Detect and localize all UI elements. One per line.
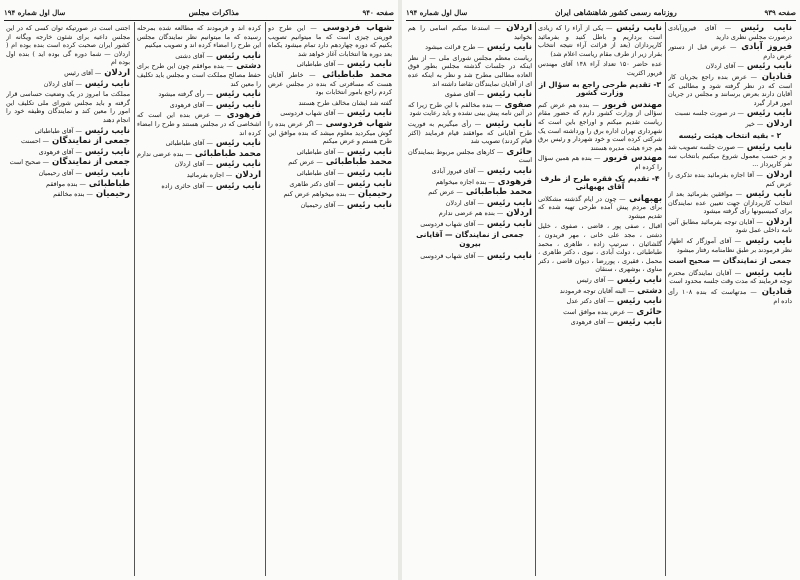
speech-paragraph [137, 171, 261, 180]
speech-text: — خیر [745, 119, 764, 128]
speech-paragraph [6, 127, 130, 136]
speech-paragraph [668, 288, 792, 305]
speech-text: — عرض بنده این است که اشخاصی که در مجلس هستند و طرح را امضاء کرده اند [137, 111, 261, 137]
speech-paragraph [6, 148, 130, 157]
speech-text: — اجازه بفرمائید [186, 170, 233, 179]
page-number: صفحه ۹۳۹ [764, 7, 796, 17]
speech-text: — آقای فرهودی [169, 100, 213, 109]
speech-paragraph [538, 60, 662, 77]
speech-text: — عرض کنم [288, 158, 323, 167]
speaker-name: شهاب فردوسی [322, 118, 392, 129]
speech-text: — آقای اردلان [705, 62, 744, 71]
speech-text: ریاست معظم مجلس شورای ملی — از نظر اینکه در جلسات گذشته مجلس بطور فوق العاده مطالبی مطرح شد و نظر به اینکه عده ای از آقایان نمایندگان تقاضا داشته اند [408, 53, 532, 88]
speaker-name: مهندس فریور [600, 153, 662, 164]
speaker-name: فرهودی [221, 110, 261, 121]
speech-paragraph [408, 178, 532, 187]
speech-text: — آقایان توجه بفرمائید مطابق آئین نامه داخلی عمل شود [668, 217, 792, 235]
speech-paragraph [6, 158, 130, 167]
speaker-name: نایب رئیس [742, 189, 792, 200]
speaker-name: نایب رئیس [81, 146, 130, 157]
speech-paragraph [668, 190, 792, 216]
speaker-name: اردلان [101, 67, 130, 78]
speech-text: عده حاضر ۱۵۰ تعداد آراء ۱۴۸ آقای مهندس فریور اکثریت [538, 60, 662, 77]
speaker-name: قنادیان [756, 287, 792, 298]
speech-text: — بنده موافقم چون این طرح برای حفظ مصالح مملکت است و مجلس باید تکلیف را معین کند [137, 62, 261, 88]
header-rule [4, 20, 394, 21]
speech-paragraph [538, 276, 662, 285]
left-page [0, 0, 398, 580]
speech-text: — بنده مخالفم [53, 190, 93, 199]
speech-text: — آقای رئیس [64, 68, 102, 77]
speech-text: — در صورت جلسه نسبت [674, 109, 744, 118]
speech-text: — آقای اردلان [445, 198, 484, 207]
speaker-name: بهبهانی [625, 193, 662, 204]
speech-paragraph [268, 148, 392, 157]
speech-text: — خاطر آقایان هست که مسافرتی که بنده در مجلس عرض کردم راجع بامور انتخابات بود [268, 70, 392, 97]
page-header [4, 6, 394, 18]
page-header [406, 6, 796, 18]
speaker-name: نایب رئیس [81, 78, 130, 89]
speech-text: — آقای حائری زاده [161, 181, 213, 190]
speech-text: — مدتهاست که بنده ۱۰۸ رأی داده ام [668, 288, 792, 305]
speech-paragraph [268, 120, 392, 146]
speech-text: — کارهای مجلس مربوط بنمایندگان است [408, 147, 532, 165]
speech-paragraph [6, 180, 130, 189]
speaker-name: نایب رئیس [343, 146, 392, 157]
speech-paragraph [137, 160, 261, 169]
speaker-name: دشتی [232, 61, 261, 72]
speech-paragraph [668, 120, 792, 129]
speech-paragraph [538, 287, 662, 296]
speaker-name: مهندس فریور [598, 99, 662, 110]
speaker-name: نایب رئیس [212, 89, 261, 100]
speaker-name: نایب رئیس [212, 159, 261, 170]
speech-text: — آقای فرهودی [38, 147, 82, 156]
speaker-name: محمد طباطبائی [322, 157, 392, 168]
speech-paragraph [6, 137, 130, 146]
speech-paragraph [408, 167, 532, 176]
speaker-name: نایب رئیس [483, 165, 532, 176]
speaker-name: رحیمیان [354, 189, 392, 200]
speech-paragraph [268, 60, 392, 69]
speech-text: — عرض قبل از دستور عرض دارم [668, 43, 792, 60]
section-heading: ۴- تقدیم یک فقره طرح از طرف آقای بهبهانی [540, 173, 660, 192]
speech-paragraph [268, 201, 392, 210]
column [538, 24, 662, 574]
speaker-name: نایب رئیس [483, 42, 532, 53]
speaker-name: فیروز آبادی [736, 42, 792, 53]
speaker-name: نایب رئیس [212, 50, 261, 61]
speaker-name: نایب رئیس [743, 142, 792, 153]
speech-paragraph [668, 269, 792, 286]
page-gutter [398, 0, 402, 580]
speech-text: — صحیح است [9, 158, 50, 167]
speech-paragraph [268, 71, 392, 97]
speaker-name: اردلان [503, 208, 532, 219]
speech-paragraph [268, 24, 392, 58]
column [137, 24, 261, 574]
speech-paragraph [668, 171, 792, 188]
newspaper-title: روزنامه رسمی کشور شاهنشاهی ایران [554, 7, 677, 17]
speech-text: — آقای دکتر طاهری [289, 179, 344, 188]
speech-text: — اگر عرض بنده را گوش میکردید معلوم میشد که بنده موافق این طرح هستم و عرض میکنم [268, 119, 392, 146]
speaker-name: محمد طباطبائی [191, 148, 261, 159]
speech-text: — آقا اجازه بفرمائید بنده تذکری را عرض کنم [668, 170, 792, 188]
header-rule [406, 20, 796, 21]
speech-text: گفته شد ایشان مخالف طرح هستند [298, 98, 392, 107]
column-divider [665, 22, 666, 576]
issue-number: سال اول شماره ۱۹۴ [406, 7, 468, 17]
column-divider [265, 22, 266, 576]
speech-text: — آقای شهاب فردوسی [280, 109, 344, 118]
speaker-name: نایب رئیس [343, 167, 392, 178]
speaker-name: نایب رئیس [613, 317, 662, 328]
speech-text: — بنده هم عرضی ندارم [438, 209, 504, 218]
speech-paragraph [538, 308, 662, 317]
speaker-name: قنادیان [757, 71, 792, 82]
speech-paragraph [137, 101, 261, 110]
speech-text: — موافقین بفرمائید بعد از انتخاب کارپردازان جهت تعیین عده نمایندگان برای کمیسیونها رأی گرفته میشود [668, 190, 792, 216]
section-heading: جمعی از نمایندگان — آقایانی بیرون [416, 230, 524, 249]
speech-paragraph [268, 109, 392, 118]
speaker-name: نایب رئیس [81, 125, 130, 136]
speech-text: — آقای آموزگار که اظهار نظر فرمودند بر طبق نظامنامه رفتار میشود [668, 237, 792, 254]
speech-paragraph [408, 54, 532, 88]
speech-paragraph [408, 24, 532, 41]
column-divider [134, 22, 135, 576]
speech-text: — صورت جلسه تصویب شد و بر حسب معمول شروع میکنیم بانتخاب سه نفر کارپرداز ... [668, 143, 792, 169]
speech-paragraph [538, 222, 662, 274]
speech-text: — رأی گرفته میشود [158, 90, 213, 99]
speaker-name: نایب رئیس [741, 267, 792, 278]
speech-paragraph [408, 188, 532, 197]
speaker-name: نایب رئیس [481, 118, 532, 129]
speech-paragraph [268, 99, 392, 108]
speech-paragraph [137, 111, 261, 137]
speech-text: — بنده عرضی ندارم [137, 149, 192, 158]
speaker-name: نایب رئیس [613, 296, 662, 307]
speech-text: — آقای طباطبائی [296, 60, 344, 69]
speech-paragraph [668, 24, 792, 41]
speech-text: — آقای شهاب فردوسی [420, 219, 484, 228]
speaker-name: نایب رئیس [483, 250, 532, 261]
speech-text: — آقای دشتی [175, 51, 213, 60]
issue-number: سال اول شماره ۱۹۴ [4, 7, 66, 17]
speaker-name: نایب رئیس [343, 199, 392, 210]
speech-paragraph [408, 209, 532, 218]
speech-paragraph [6, 80, 130, 89]
speaker-name: اردلان [763, 118, 792, 129]
speech-paragraph [538, 195, 662, 221]
speech-paragraph [668, 143, 792, 169]
speaker-name: نایب رئیس [212, 180, 261, 191]
speech-paragraph [268, 169, 392, 178]
speech-text: — بنده هم همین سؤال را کرده ام [538, 154, 662, 171]
speech-text: مملکت ما امروز در یک وضعیت حساسی قرار گرفته و باید مجلس شورای ملی تکلیف این امور را معین کند و نمایندگان وظیفه خود را انجام دهند [6, 90, 130, 124]
speech-text: — آقای فیروز آبادی [431, 166, 484, 175]
speech-text: — آقای اردلان [43, 79, 82, 88]
speech-text: — بنده هم عرض کنم سؤالی از وزارت کشور دارم که حضور مقام ریاست تقدیم میکنم و اوراجع باین است که شهرداری تهران اداره برق را ورداشته است یک شرکتی کرده است و خود شهردار و رئیس برق هم جزء هیئت مدیره هستند [538, 100, 662, 152]
speech-text: — چون در ایام گذشته مشکلاتی برای مردم پیش آمده طرحی تهیه شده که تقدیم میشود [538, 194, 662, 220]
speech-paragraph [408, 90, 532, 99]
column [6, 24, 130, 574]
speaker-name: نایب رئیس [743, 61, 792, 72]
speech-paragraph [668, 218, 792, 235]
speaker-name: نایب رئیس [741, 236, 792, 247]
speech-text: — البته آقایان توجه فرمودند [559, 286, 635, 295]
section-heading: ۲ - بقیه انتخاب هیئت رئیسه [678, 130, 782, 140]
speech-paragraph [137, 139, 261, 148]
speech-paragraph [408, 101, 532, 118]
speaker-name: اردلان [232, 169, 261, 180]
speech-paragraph [137, 62, 261, 88]
speech-text: — عرض کنم [428, 188, 463, 197]
speech-paragraph [538, 318, 662, 327]
speech-paragraph [408, 252, 532, 261]
speaker-name: نایب رئیس [743, 108, 792, 119]
speech-paragraph [408, 220, 532, 229]
speech-paragraph [538, 24, 662, 58]
section-title: مذاکرات مجلس [188, 7, 240, 17]
speaker-name: اردلان [762, 169, 792, 180]
speech-text: — آقای فرهودی [570, 318, 614, 327]
speaker-name: نایب رئیس [212, 138, 261, 149]
speech-text: — آقای دکتر عدل [566, 297, 614, 306]
column [668, 24, 792, 574]
page-number: صفحه ۹۴۰ [362, 7, 394, 17]
speech-text: — آقای فیروزآبادی درصورت مجلس نظری دارید [668, 24, 792, 41]
speaker-name: نایب رئیس [212, 99, 261, 110]
speech-text: — این طرح دو فوریتی چیزی است که ما میتوانیم تصویب بکنیم که دوره چهاردهم دارد تمام میشود یکماه بعد دوره ها انتخابات آغاز خواهد شد [268, 24, 392, 58]
speaker-name: شهاب فردوسی [316, 24, 392, 33]
section-heading: جمعی از نمایندگان — صحیح است [668, 256, 792, 266]
section-heading: ۳- تقدیم طرحی راجع به سؤال از وزارت کشور [538, 79, 662, 98]
speech-text: کرده اند و فرمودند که مطالعه شده بمرحله رسیده که ما میتوانیم نظر نمایندگان مجلس این طرح را امضاء کرده اند و تصویب میکنیم [137, 24, 261, 50]
column [268, 24, 392, 574]
speaker-name: دشتی [634, 285, 662, 296]
speaker-name: جمعی از نمایندگان [49, 157, 130, 168]
speech-text: — آقای طباطبائی [296, 168, 344, 177]
speaker-name: صفوی [501, 99, 532, 110]
speech-paragraph [408, 148, 532, 165]
speech-text: اقبال ، صفی پور ، قاضی ، صفوی ، خلیل دشتی ، مجد علی خانی ، مهر فریدون ، گلشائیان ، سرتیپ زاده ، طاهری ، محمد طباطبائی ، دولت آبادی ، نیوی ، دکتر طاهری ، محمل ، فقیری ، پوررضا ، دیوان قاضی ، دکتر مناوی ، بوشهری ، سنقان [538, 222, 662, 274]
speech-paragraph [668, 73, 792, 107]
speaker-name: نایب رئیس [731, 24, 792, 33]
speech-paragraph [6, 190, 130, 199]
speech-text: — عرض بنده موافق است [563, 307, 634, 316]
speech-text: — آقای طباطبائی [34, 126, 82, 135]
speech-text: اجتنی است در صورتیکه توان کسی که در این مجلس داعیه برای شئون خارجه ویگانه از کشور ایران صحبت کرده است بنده بوده ام ( اردلان — شما دوره گی بوده اید ) بنده اول بوده ام [6, 24, 130, 67]
speech-paragraph [268, 190, 392, 199]
speech-paragraph [408, 43, 532, 52]
speech-paragraph [6, 24, 130, 67]
speech-paragraph [408, 199, 532, 208]
speech-text: — بنده اجازه میخواهم [435, 177, 495, 186]
speech-text: — بنده میخواهم عرض کنم [283, 190, 355, 199]
speaker-name: جمعی از نمایندگان [49, 136, 130, 147]
speech-paragraph [6, 169, 130, 178]
speech-text: — بنده موافقم [46, 179, 86, 188]
speech-paragraph [538, 154, 662, 171]
speaker-name: اردلان [762, 216, 792, 227]
speech-paragraph [6, 69, 130, 78]
speech-paragraph [137, 182, 261, 191]
speech-text: — آقای صفوی [444, 90, 484, 99]
speech-text: — یکی از آراء را که زیادی است برداریم و باطل کنید و بفرمائید کارپردازان (بعد از قرائت آراء نتیجه انتخاب بقرار زیر از طرف مقام ریاست اعلام شد) [538, 24, 662, 58]
speech-paragraph [137, 90, 261, 99]
right-page [402, 0, 800, 580]
speech-text: — استدعا میکنم اسامی را هم بخوانید [408, 24, 532, 41]
speech-text: — آقایان نمایندگان محترم توجه فرمایند که مدت وقت جلسه محدود است [668, 268, 792, 286]
column-divider [535, 22, 536, 576]
speech-paragraph [268, 158, 392, 167]
speech-paragraph [408, 120, 532, 146]
speech-paragraph [668, 109, 792, 118]
speaker-name: نایب رئیس [612, 24, 662, 33]
speaker-name: محمد طباطبائی [462, 187, 532, 198]
speaker-name: فرهودی [494, 176, 532, 187]
speaker-name: حائری [503, 146, 532, 157]
speaker-name: نایب رئیس [343, 59, 392, 70]
speaker-name: نایب رئیس [483, 89, 532, 100]
speech-text: — طرح قرائت میشود [425, 43, 484, 52]
speech-paragraph [668, 237, 792, 254]
speech-paragraph [268, 180, 392, 189]
speech-text: — رأی میگیریم به فوریت طرح آقایانی که موافقند قیام فرمایند (اکثر قیام کردند) تصویب شد [408, 119, 532, 146]
speaker-name: اردلان [500, 24, 532, 33]
speaker-name: نایب رئیس [81, 167, 130, 178]
speech-paragraph [668, 43, 792, 60]
speech-paragraph [137, 52, 261, 61]
speaker-name: نایب رئیس [343, 178, 392, 189]
speech-text: — بنده مخالفم با این طرح زیرا که در آئین نامه پیش بینی نشده و باید رعایت شود [408, 100, 532, 118]
speaker-name: حائری [633, 306, 662, 317]
speech-paragraph [137, 24, 261, 50]
speech-text: — آقای رئیس [576, 276, 614, 285]
speech-text: — آقای رحیمیان [38, 168, 82, 177]
speech-text: — آقای طباطبائی [296, 147, 344, 156]
speech-text: — آقای طباطبائی [165, 139, 213, 148]
speaker-name: نایب رئیس [483, 218, 532, 229]
speech-paragraph [538, 297, 662, 306]
speech-paragraph [668, 62, 792, 71]
speaker-name: نایب رئیس [343, 108, 392, 119]
speech-text: — آقای رحیمیان [300, 200, 344, 209]
speech-paragraph [6, 90, 130, 124]
speech-text: — احسنت [20, 137, 50, 146]
speech-paragraph [538, 101, 662, 153]
speaker-name: رحیمیان [92, 189, 130, 200]
speech-text: — عرض بنده راجع بجریان کار است که در نظر گرفته شود و مطالبی که آقایان دارند بعرض برسانند و مجلس در جریان امور قرار گیرد [668, 72, 792, 107]
speech-text: — آقای شهاب فردوسی [420, 251, 484, 260]
speaker-name: نایب رئیس [613, 275, 662, 286]
speaker-name: طباطبائی [85, 178, 130, 189]
column [408, 24, 532, 574]
speech-paragraph [137, 150, 261, 159]
speaker-name: محمد طباطبائی [315, 69, 392, 80]
speaker-name: نایب رئیس [483, 197, 532, 208]
speech-text: — آقای اردلان [174, 160, 213, 169]
